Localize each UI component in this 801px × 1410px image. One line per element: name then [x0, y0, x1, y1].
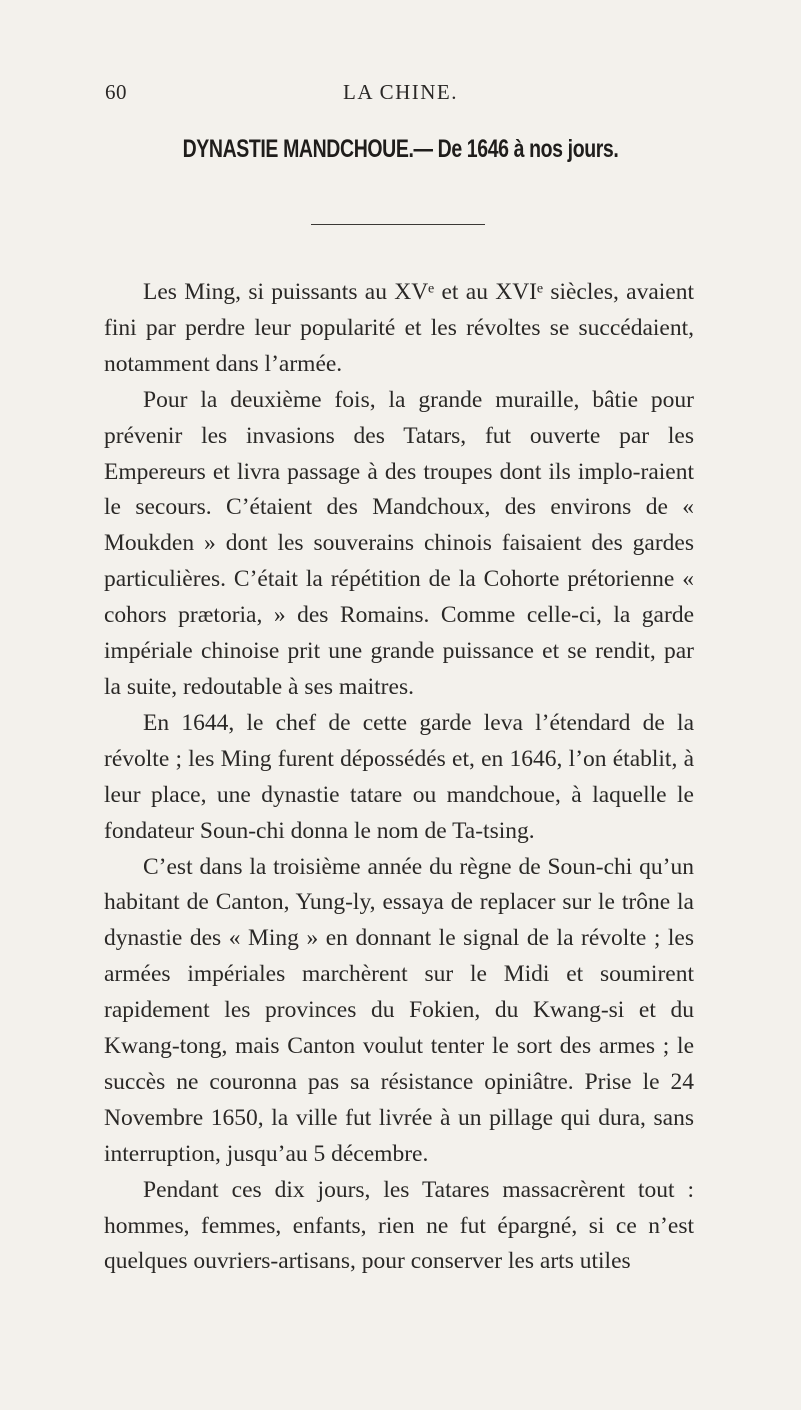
section-divider	[311, 224, 485, 225]
paragraph: En 1644, le chef de cette garde leva l’étendard de la révolte ; les Ming furent dépossédés et, en 1646, l’on établit, à leur place, une dynastie tatare ou mandchoue, à laquelle le fondateur Soun-chi donna le nom de Ta-tsing.	[104, 709, 694, 844]
paragraph: Les Ming, si puissants au XVᵉ et au XVIᵉ siècles, avaient fini par perdre leur popularité et les révoltes se succédaient, notamment dans l’armée.	[104, 279, 694, 377]
paragraph: Pour la deuxième fois, la grande muraille, bâtie pour prévenir les invasions des Tatars, fut ouverte par les Empereurs et livra passage à des troupes dont ils implo-raient le secours. C’étaient des Mandchoux, des environs de « Moukden » dont les souverains chinois faisaient des gardes particulières. C’était la répétition de la Cohorte prétorienne « cohors prætoria, » des Romains. Comme celle-ci, la garde impériale chinoise prit une grande puissance et se rendit, par la suite, redoutable à ses maitres.	[104, 386, 694, 700]
running-title: LA CHINE.	[343, 80, 458, 104]
running-header	[0, 80, 801, 110]
paragraph: Pendant ces dix jours, les Tatares massacrèrent tout : hommes, femmes, enfants, rien ne fut épargné, si ce n’est quelques ouvriers-artisans, pour conserver les arts utiles	[104, 1176, 694, 1275]
chapter-heading: DYNASTIE MANDCHOUE.— De 1646 à nos jours.	[182, 135, 619, 163]
body-text	[104, 275, 694, 1280]
paragraph: C’est dans la troisième année du règne de Soun-chi qu’un habitant de Canton, Yung-ly, essaya de replacer sur le trône la dynastie des « Ming » en donnant le signal de la révolte ; les armées impériales marchèrent sur le Midi et soumirent rapidement les provinces du Fokien, du Kwang-si et du Kwang-tong, mais Canton voulut tenter le sort des armes ; le succès ne couronna pas sa résistance opiniâtre. Prise le 24 Novembre 1650, la ville fut livrée à un pillage qui dura, sans interruption, jusqu’au 5 décembre.	[104, 853, 694, 1167]
page-number: 60	[105, 80, 127, 104]
